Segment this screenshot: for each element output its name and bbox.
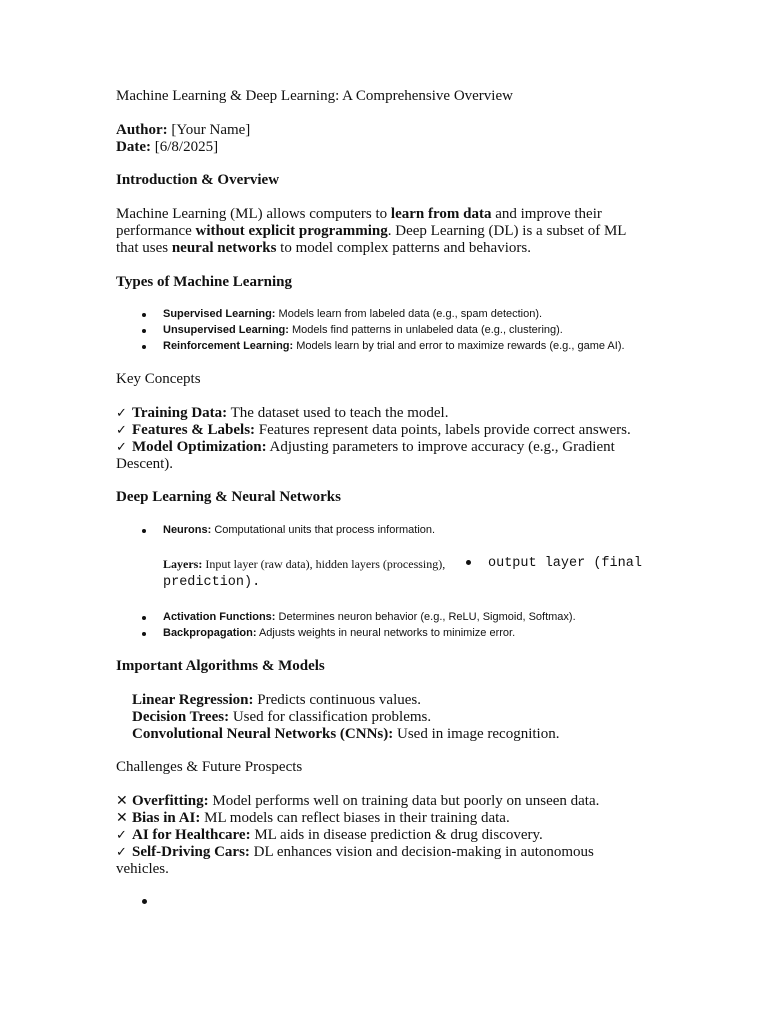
list-item-reinforcement: Reinforcement Learning: Models learn by trial and error to maximize rewards (e.g., game AI). [163,340,625,352]
layers-mono-line-2: prediction). [163,575,261,590]
algorithm-decision-trees: Decision Trees: Used for classification problems. [132,709,432,725]
algorithm-linear-regression: Linear Regression: Predicts continuous values. [132,692,422,708]
bullet-dot [142,313,146,317]
deep-heading: Deep Learning & Neural Networks [116,489,341,505]
challenge-bias: ✕ Bias in AI: ML models can reflect biases in their training data. [116,810,510,826]
check-icon: ✓ [116,406,127,421]
prospect-continuation: vehicles. [116,861,169,877]
list-item-unsupervised: Unsupervised Learning: Models find patterns in unlabeled data (e.g., clustering). [163,324,563,336]
bullet-dot [466,560,471,565]
author-value: [Your Name] [171,122,251,138]
author-label: Author: [116,122,168,138]
algorithms-heading: Important Algorithms & Models [116,658,325,674]
cross-icon: ✕ [116,793,128,809]
challenge-overfitting: ✕ Overfitting: Model performs well on training data but poorly on unseen data. [116,793,600,809]
prospect-self-driving: ✓ Self-Driving Cars: DL enhances vision and decision-making in autonomous [116,844,594,860]
concept-training-data: ✓ Training Data: The dataset used to teach the model. [116,405,449,421]
check-icon: ✓ [116,440,127,455]
document-title: Machine Learning & Deep Learning: A Comprehensive Overview [116,88,513,104]
check-icon: ✓ [116,423,127,438]
list-item-backprop: Backpropagation: Adjusts weights in neural networks to minimize error. [163,627,516,639]
concept-features-labels: ✓ Features & Labels: Features represent data points, labels provide correct answers. [116,422,631,438]
bullet-dot [142,329,146,333]
concept-continuation: Descent). [116,456,174,472]
types-heading: Types of Machine Learning [116,274,292,290]
bullet-dot [142,616,146,620]
intro-paragraph-line-2: performance without explicit programming. Deep Learning (DL) is a subset of ML [116,223,627,239]
date-value: [6/8/2025] [154,139,219,155]
cross-icon: ✕ [116,810,128,826]
date-label: Date: [116,139,151,155]
date-line [116,139,218,156]
concept-model-optimization: ✓ Model Optimization: Adjusting parameters to improve accuracy (e.g., Gradient [116,439,615,455]
check-icon: ✓ [116,828,127,843]
list-item-neurons: Neurons: Computational units that process information. [163,524,436,536]
algorithm-cnn: Convolutional Neural Networks (CNNs): Used in image recognition. [132,726,560,742]
challenges-heading: Challenges & Future Prospects [116,759,303,775]
bullet-dot [142,345,146,349]
bullet-dot [142,529,146,533]
intro-paragraph-line-3: that uses neural networks to model complex patterns and behaviors. [116,240,531,256]
bullet-dot [142,632,146,636]
intro-paragraph-line-1: Machine Learning (ML) allows computers to learn from data and improve their [116,206,602,222]
list-item-activation: Activation Functions: Determines neuron behavior (e.g., ReLU, Sigmoid, Softmax). [163,611,576,623]
intro-heading: Introduction & Overview [116,172,280,188]
concepts-heading: Key Concepts [116,371,201,387]
prospect-healthcare: ✓ AI for Healthcare: ML aids in disease prediction & drug discovery. [116,827,543,843]
layers-mono-line-1: output layer (final [488,556,642,571]
list-item-layers: Layers: Input layer (raw data), hidden layers (processing), [163,557,446,571]
list-item-supervised: Supervised Learning: Models learn from labeled data (e.g., spam detection). [163,308,543,320]
check-icon: ✓ [116,845,127,860]
empty-bullet-dot [142,899,147,904]
author-line [116,122,250,139]
